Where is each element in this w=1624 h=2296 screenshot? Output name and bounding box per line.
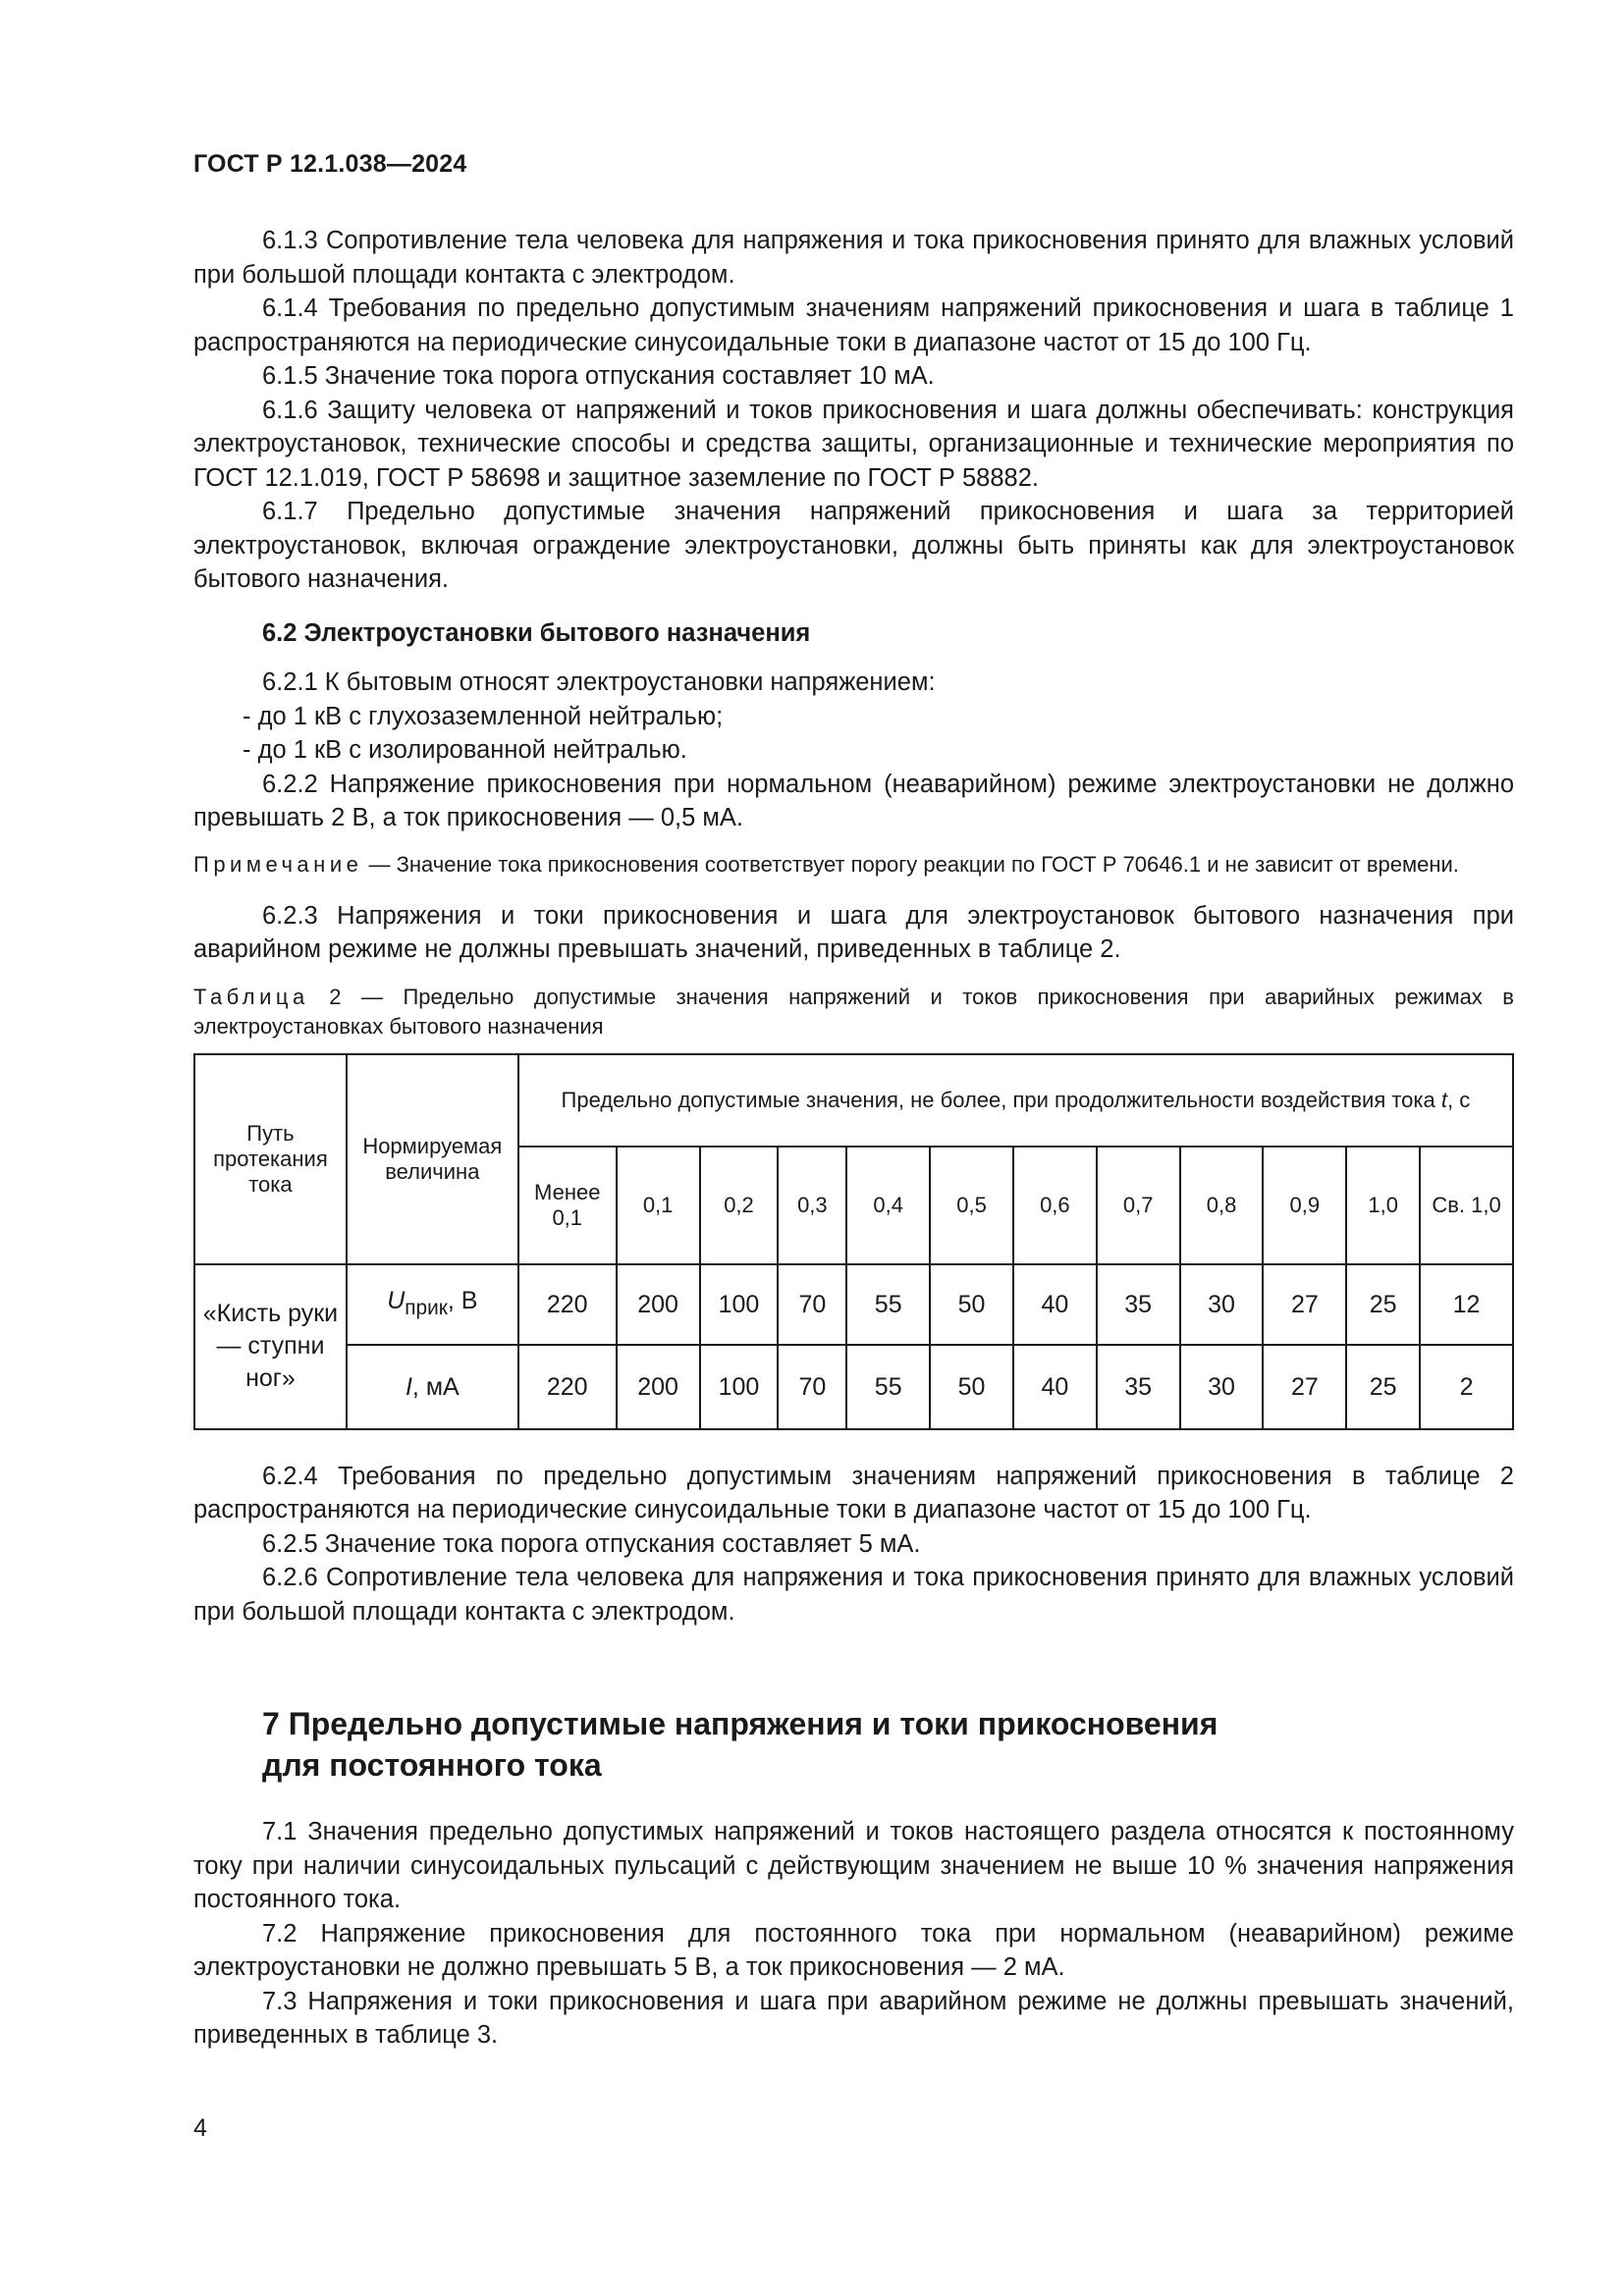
duration-header: 0,2 xyxy=(700,1147,779,1264)
paragraph-7-3: 7.3 Напряжения и токи прикосновения и шага при аварийном режиме не должны превышать значений, приведенных в таблице 3. xyxy=(193,1987,1514,2049)
table-cell: 50 xyxy=(930,1264,1013,1345)
section-7-heading xyxy=(262,1703,1514,1786)
table-cell: 55 xyxy=(846,1264,930,1345)
duration-header: 0,3 xyxy=(778,1147,846,1264)
duration-header: Св. 1,0 xyxy=(1420,1147,1513,1264)
page-number: 4 xyxy=(193,2114,207,2142)
quantity-var: U xyxy=(387,1286,406,1314)
section-7-heading-line-2: для постоянного тока xyxy=(262,1747,602,1783)
duration-header: 0,5 xyxy=(930,1147,1013,1264)
section-7-heading-line-1: 7 Предельно допустимые напряжения и токи прикосновения xyxy=(262,1706,1218,1741)
table-cell: 220 xyxy=(518,1264,617,1345)
table-cell: 2 xyxy=(1420,1345,1513,1429)
table-cell: 30 xyxy=(1180,1345,1264,1429)
column-header-path: Путь протекания тока xyxy=(194,1054,347,1264)
table-cell: 27 xyxy=(1263,1345,1346,1429)
column-header-quantity: Нормируемая величина xyxy=(347,1054,518,1264)
quantity-unit: , В xyxy=(447,1286,478,1314)
table-cell: 35 xyxy=(1097,1264,1180,1345)
column-group-header xyxy=(518,1054,1513,1147)
table-cell: 70 xyxy=(778,1345,846,1429)
table-cell: 40 xyxy=(1013,1345,1097,1429)
note-text: — Значение тока прикосновения соответствует порогу реакции по ГОСТ Р 70646.1 и не зависит от времени. xyxy=(362,851,1459,877)
table-caption-text: 2 — Предельно допустимые значения напряжений и токов прикосновения при аварийных режимах в электроустановках бытового назначения xyxy=(193,984,1514,1039)
table-caption-label: Таблица xyxy=(193,984,309,1009)
table-cell: 40 xyxy=(1013,1264,1097,1345)
paragraph-6-2-4: 6.2.4 Требования по предельно допустимым значениям напряжений прикосновения в таблице 2 распространяются на периодические синусоидальные токи в диапазоне частот от 15 до 100 Гц. xyxy=(193,1462,1514,1523)
table-cell: 220 xyxy=(518,1345,617,1429)
quantity-cell xyxy=(347,1345,518,1429)
section-6-2-heading: 6.2 Электроустановки бытового назначения xyxy=(262,618,811,647)
table-cell: 100 xyxy=(700,1264,779,1345)
table-cell: 50 xyxy=(930,1345,1013,1429)
path-cell: «Кисть руки — ступни ног» xyxy=(194,1264,347,1429)
table-cell: 12 xyxy=(1420,1264,1513,1345)
group-header-unit: , с xyxy=(1447,1087,1471,1112)
group-header-var: t xyxy=(1440,1087,1447,1112)
paragraph-7-2: 7.2 Напряжение прикосновения для постоянного тока при нормальном (неаварийном) режиме электроустановки не должно превышать 5 В, а ток прикосновения — 2 мА. xyxy=(193,1919,1514,1981)
table-2-caption xyxy=(193,983,1514,1041)
document-header: ГОСТ Р 12.1.038—2024 xyxy=(193,150,467,178)
list-item: - до 1 кВ с глухозаземленной нейтралью; xyxy=(243,702,724,730)
table-cell: 35 xyxy=(1097,1345,1180,1429)
duration-header: 0,9 xyxy=(1263,1147,1346,1264)
quantity-var: I xyxy=(405,1372,412,1401)
list-item: - до 1 кВ с изолированной нейтралью. xyxy=(243,736,687,764)
table-cell: 25 xyxy=(1346,1345,1420,1429)
table-cell: 55 xyxy=(846,1345,930,1429)
paragraph-6-1-5: 6.1.5 Значение тока порога отпускания составляет 10 мА. xyxy=(262,362,935,390)
quantity-unit: , мА xyxy=(411,1372,460,1401)
table-cell: 200 xyxy=(617,1345,700,1429)
note-label: Примечание xyxy=(193,851,363,877)
paragraph-6-1-3: 6.1.3 Сопротивление тела человека для напряжения и тока прикосновения принято для влажных условий при большой площади контакта с электродом. xyxy=(193,227,1514,289)
table-cell: 100 xyxy=(700,1345,779,1429)
table-row xyxy=(194,1264,1513,1345)
table-cell: 70 xyxy=(778,1264,846,1345)
table-cell: 30 xyxy=(1180,1264,1264,1345)
note xyxy=(193,849,1514,880)
paragraph-6-2-6: 6.2.6 Сопротивление тела человека для напряжения и тока прикосновения принято для влажных условий при большой площади контакта с электродом. xyxy=(193,1564,1514,1626)
duration-header: 0,8 xyxy=(1180,1147,1264,1264)
table-row xyxy=(194,1345,1513,1429)
duration-header: 0,4 xyxy=(846,1147,930,1264)
paragraph-6-1-7: 6.1.7 Предельно допустимые значения напряжений прикосновения и шага за территорией электроустановок, включая ограждение электроустановки, должны быть приняты как для электроустановок бытового назначения. xyxy=(193,498,1514,593)
duration-header: 0,6 xyxy=(1013,1147,1097,1264)
quantity-cell xyxy=(347,1264,518,1345)
duration-header: 1,0 xyxy=(1346,1147,1420,1264)
paragraph-6-2-2: 6.2.2 Напряжение прикосновения при нормальном (неаварийном) режиме электроустановки не должно превышать 2 В, а ток прикосновения — 0,5 мА. xyxy=(193,770,1514,831)
quantity-sub: прик xyxy=(405,1296,448,1319)
paragraph-6-2-3: 6.2.3 Напряжения и токи прикосновения и шага для электроустановок бытового назначения при аварийном режиме не должны превышать значений, приведенных в таблице 2. xyxy=(193,901,1514,963)
page-content xyxy=(193,224,1514,2053)
duration-header: Менее 0,1 xyxy=(518,1147,617,1264)
paragraph-6-2-1: 6.2.1 К бытовым относят электроустановки напряжением: xyxy=(262,668,936,696)
paragraph-7-1: 7.1 Значения предельно допустимых напряжений и токов настоящего раздела относятся к постоянному току при наличии синусоидальных пульсаций с действующим значением не выше 10 % значения напряжения постоянного тока. xyxy=(193,1818,1514,1913)
duration-header: 0,1 xyxy=(617,1147,700,1264)
paragraph-6-2-5: 6.2.5 Значение тока порога отпускания составляет 5 мА. xyxy=(262,1529,921,1558)
table-cell: 200 xyxy=(617,1264,700,1345)
duration-header: 0,7 xyxy=(1097,1147,1180,1264)
table-cell: 27 xyxy=(1263,1264,1346,1345)
group-header-text: Предельно допустимые значения, не более, при продолжительности воздействия тока xyxy=(561,1087,1441,1112)
table-cell: 25 xyxy=(1346,1264,1420,1345)
paragraph-6-1-4: 6.1.4 Требования по предельно допустимым значениям напряжений прикосновения и шага в таблице 1 распространяются на периодические синусоидальные токи в диапазоне частот от 15 до 100 Гц. xyxy=(193,294,1514,356)
paragraph-6-1-6: 6.1.6 Защиту человека от напряжений и токов прикосновения и шага должны обеспечивать: конструкция электроустановок, технические способы и средства защиты, организационные и технические мероприятия по ГОСТ 12.1.019, ГОСТ Р 58698 и защитное заземление по ГОСТ Р 58882. xyxy=(193,396,1514,492)
table-2 xyxy=(193,1053,1514,1430)
